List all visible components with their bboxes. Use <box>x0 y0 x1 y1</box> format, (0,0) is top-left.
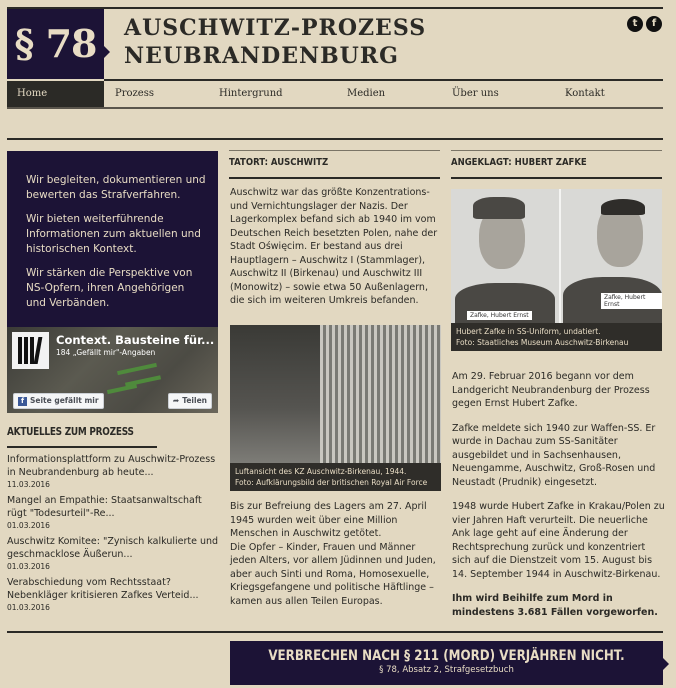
content-top-rule <box>7 138 663 140</box>
mugshot-name-label: Zafke, Hubert Ernst <box>467 311 532 320</box>
tatort-paragraph: Die Opfer – Kinder, Frauen und Männer jeden Alters, vor allem Jüdinnen und Juden, aber auch Sinti und Roma, Homosexuelle, Kriegsgefangene und politische Häftlinge – kamen aus allen Teilen Europas. <box>230 541 436 607</box>
tatort-title: TATORT: AUSCHWITZ <box>229 157 329 168</box>
nav-item-prozess[interactable]: Prozess <box>115 88 154 99</box>
banner-subtitle: § 78, Absatz 2, Strafgesetzbuch <box>379 665 514 675</box>
photo-detail <box>107 384 137 394</box>
tatort-paragraph: Bis zur Befreiung des Lagers am 27. April 1945 wurden weit über eine Million Menschen in Auschwitz getötet. <box>230 501 427 539</box>
news-headline[interactable]: Mangel an Empathie: Staatsanwaltschaft rügt "Todesurteil"-Re... <box>7 495 202 519</box>
nav-item-medien[interactable]: Medien <box>347 88 386 99</box>
facebook-like-button[interactable] <box>13 393 104 409</box>
caption-line: Foto: Staatliches Museum Auschwitz-Birkenau <box>456 338 629 347</box>
nav-item-ueber-uns[interactable]: Über uns <box>452 88 499 99</box>
site-title-line2: NEUBRANDENBURG <box>124 43 399 69</box>
news-date: 01.03.2016 <box>7 562 50 571</box>
twitter-icon[interactable]: t <box>627 16 643 32</box>
tatort-title-rule <box>229 177 440 179</box>
share-button-label: Teilen <box>182 396 207 405</box>
law-quote-banner <box>230 641 663 685</box>
photo-divider <box>559 189 561 323</box>
facebook-likes-count: 184 „Gefällt mir"-Angaben <box>56 348 156 357</box>
nav-item-hintergrund[interactable]: Hintergrund <box>219 88 283 99</box>
news-title-rule <box>7 446 157 448</box>
facebook-page-name[interactable]: Context. Bausteine für... <box>56 333 215 347</box>
site-logo[interactable]: § 78 <box>7 9 104 79</box>
intro-paragraph: Wir begleiten, dokumentieren und bewerten das Strafverfahren. <box>26 174 206 201</box>
facebook-page-widget[interactable] <box>7 327 218 413</box>
angeklagt-top-rule <box>451 150 662 151</box>
caption-line: Foto: Aufklärungsbild der britischen Royal Air Force <box>235 478 428 487</box>
footer-rule <box>7 631 663 633</box>
intro-paragraph: Wir bieten weiterführende Informationen zum aktuellen und historischen Kontext. <box>26 213 201 255</box>
caption-line: Hubert Zafke in SS-Uniform, undatiert. <box>456 327 601 336</box>
news-date: 01.03.2016 <box>7 521 50 530</box>
aerial-photo-auschwitz[interactable] <box>230 325 441 463</box>
news-item[interactable] <box>7 454 220 490</box>
nav-bottom-rule <box>7 107 663 109</box>
angeklagt-title: ANGEKLAGT: HUBERT ZAFKE <box>451 157 587 168</box>
facebook-share-button[interactable] <box>168 393 212 409</box>
angeklagt-paragraph: 1948 wurde Hubert Zafke in Krakau/Polen zu vier Jahren Haft verurteilt. Die neuerliche Ank lage geht auf eine Änderung der Rechtsprechung zurück und konzentriert sich auf die Dienstzeit vom 15. August bis 14. September 1944 in Auschwitz-Birkenau. <box>452 501 665 580</box>
mugshot-name-label: Zafke, Hubert Ernst <box>601 293 662 309</box>
intro-paragraph: Wir stärken die Perspektive von NS-Opfern, ihren Angehörigen und Verbänden. <box>26 267 193 309</box>
photo-detail <box>117 363 157 375</box>
angeklagt-paragraph: Am 29. Februar 2016 begann vor dem Landgericht Neubrandenburg der Prozess gegen Ernst Hubert Zafke. <box>452 371 650 409</box>
banner-title: VERBRECHEN NACH § 211 (MORD) VERJÄHREN NICHT. <box>268 648 625 664</box>
photo-detail <box>473 197 525 219</box>
news-date: 01.03.2016 <box>7 603 50 612</box>
news-headline[interactable]: Verabschiedung vom Rechtsstaat? Nebenkläger kritisieren Zafkes Verteid... <box>7 577 199 601</box>
news-item[interactable] <box>7 577 220 613</box>
mugshot-photo-zafke[interactable] <box>451 189 662 323</box>
nav-item-kontakt[interactable]: Kontakt <box>565 88 605 99</box>
facebook-icon: f <box>18 397 27 406</box>
share-arrow-icon: ➦ <box>172 396 180 405</box>
intro-box <box>7 151 218 327</box>
news-date: 11.03.2016 <box>7 480 50 489</box>
news-headline[interactable]: Auschwitz Komitee: "Zynisch kalkulierte und geschmacklose Äußerun... <box>7 536 219 560</box>
news-item[interactable] <box>7 495 220 531</box>
facebook-page-logo[interactable] <box>12 332 49 369</box>
angeklagt-charge-statement: Ihm wird Beihilfe zum Mord in mindestens 3.681 Fällen vorgeworfen. <box>452 593 658 618</box>
like-button-label: Seite gefällt mir <box>30 396 99 405</box>
news-list <box>7 454 220 618</box>
site-title[interactable] <box>124 14 426 70</box>
photo-detail <box>601 199 645 215</box>
angeklagt-paragraph: Zafke meldete sich 1940 zur Waffen-SS. Er wurde in Dachau zum SS-Sanitäter ausgebildet und in Sachsenhausen, Neuengamme, Auschwitz, Groß-Rosen und Neustadt (Prudnik) eingesetzt. <box>452 422 656 488</box>
site-title-line1: AUSCHWITZ-PROZESS <box>124 15 427 41</box>
news-section-title: AKTUELLES ZUM PROZESS <box>7 426 134 438</box>
tatort-intro-text: Auschwitz war das größte Konzentrations- und Vernichtungslager der Nazis. Der Lagerkomplex befand sich ab 1940 im vom Deutschen Reich besetzten Polen, nahe der Stadt Oświęcim. Er bestand aus drei Hauptlagern – Auschwitz I (Stammlager), Auschwitz II (Birkenau) und Auschwitz III (Monowitz) – sowie etwa 50 Außenlagern, die sich im weiteren Umkreis befanden. <box>230 187 438 306</box>
caption-line: Luftansicht des KZ Auschwitz-Birkenau, 1944. <box>235 467 407 476</box>
social-links <box>627 16 662 32</box>
angeklagt-text <box>452 370 667 630</box>
tatort-victims-text <box>230 500 442 608</box>
tatort-top-rule <box>229 150 440 151</box>
aerial-photo-caption <box>230 463 441 491</box>
news-item[interactable] <box>7 536 220 572</box>
photo-detail <box>230 325 320 463</box>
news-headline[interactable]: Informationsplattform zu Auschwitz-Prozess in Neubrandenburg ab heute... <box>7 454 216 478</box>
mugshot-photo-caption <box>451 323 662 351</box>
angeklagt-title-rule <box>451 177 662 179</box>
nav-item-home[interactable]: Home <box>7 81 104 107</box>
main-nav <box>7 81 663 107</box>
header-top-rule <box>7 7 663 9</box>
facebook-icon[interactable]: f <box>646 16 662 32</box>
